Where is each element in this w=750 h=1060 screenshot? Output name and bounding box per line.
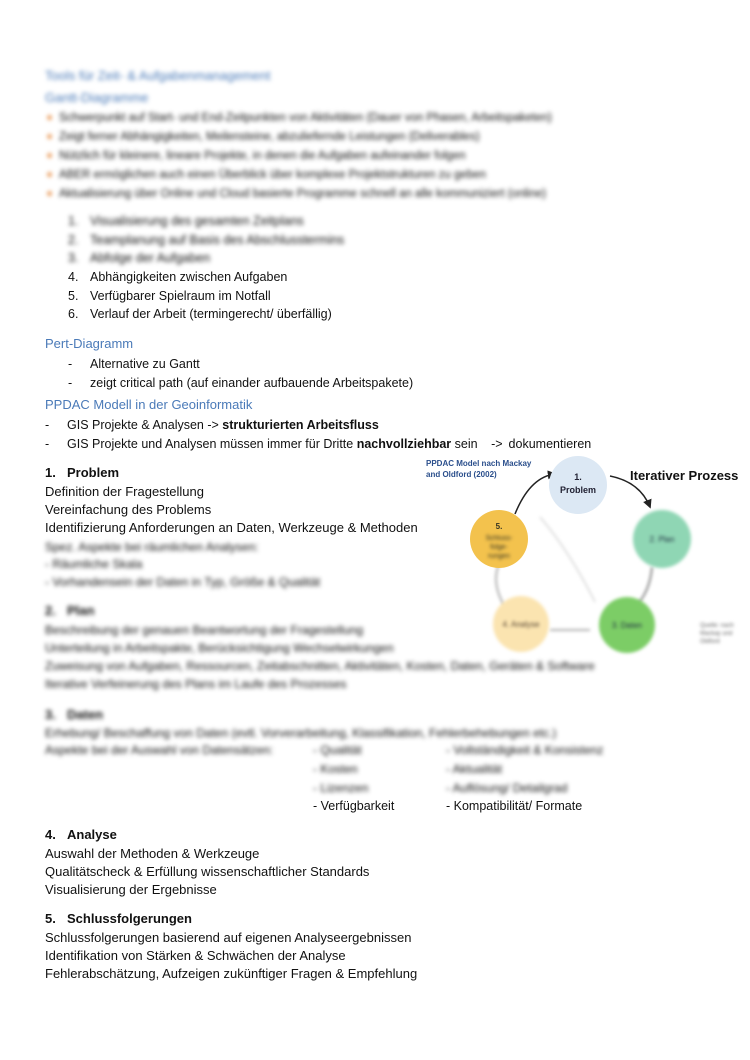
ppdac-item-2: - GIS Projekte und Analysen müssen immer für Dritte nachvollziehbar sein -> dokumentieren bbox=[45, 437, 592, 451]
pert-heading: Pert-Diagramm bbox=[45, 336, 134, 351]
svg-text:rungen: rungen bbox=[488, 553, 510, 560]
data-aspect-col2-1: - Vollständigkeit & Konsistenz bbox=[446, 743, 604, 757]
section-5-line-2: Identifikation von Stärken & Schwächen der Analyse bbox=[45, 948, 346, 963]
section-2-line-3: Zuweisung von Aufgaben, Ressourcen, Zeitabschnitten, Aktivitäten, Kosten, Daten, Geräten & Software bbox=[45, 659, 595, 673]
section-4-line-1: Auswahl der Methoden & Werkzeuge bbox=[45, 846, 260, 861]
gantt-bullet-2: ➧ Zeigt ferner Abhängigkeiten, Meilensteine, abzuliefernde Leistungen (Deliverables) bbox=[45, 131, 480, 143]
section-1-header: 1. Problem bbox=[45, 465, 120, 480]
gantt-bullet-3: ➧ Nützlich für kleinere, lineare Projekte, in denen die Aufgaben aufeinander folgen bbox=[45, 150, 466, 162]
section-2-line-1: Beschreibung der genauen Beantwortung der Fragestellung bbox=[45, 623, 364, 637]
arrow-right-icon: -> bbox=[491, 437, 503, 451]
data-aspect-col1-1: - Qualität bbox=[313, 743, 362, 757]
svg-text:1.: 1. bbox=[574, 472, 582, 482]
ppdac-heading: PPDAC Modell in der Geoinformatik bbox=[45, 397, 253, 412]
gantt-bullet-5: ➧ Aktualisierung über Online und Cloud basierte Programme schnell an alle kommuniziert (online) bbox=[45, 188, 547, 200]
svg-text:Schluss-: Schluss- bbox=[485, 535, 513, 542]
arrow-bullet-icon: ➧ bbox=[45, 112, 55, 124]
svg-text:Quelle: nach: Quelle: nach bbox=[700, 623, 734, 629]
section-3-line-2: Aspekte bei der Auswahl von Datensätzen: bbox=[45, 743, 274, 757]
data-aspect-col2-3: - Auflösung/ Detailgrad bbox=[446, 781, 568, 795]
section-4-header: 4. Analyse bbox=[45, 827, 117, 842]
svg-text:folge-: folge- bbox=[490, 544, 508, 551]
section-1-line-2: Vereinfachung des Problems bbox=[45, 502, 212, 517]
gantt-num-item-1: 1. Visualisierung des gesamten Zeitplans bbox=[68, 214, 304, 228]
gantt-heading: Gantt-Diagramme bbox=[45, 90, 149, 105]
gantt-num-item-2: 2. Teamplanung auf Basis des Abschlusstermins bbox=[68, 233, 345, 247]
section-1-line-3: Identifizierung Anforderungen an Daten, Werkzeuge & Methoden bbox=[45, 520, 418, 535]
section-1-line-5: - Räumliche Skala bbox=[45, 557, 143, 571]
section-4-line-2: Qualitätscheck & Erfüllung wissenschaftlicher Standards bbox=[45, 864, 370, 879]
gantt-num-item-3: 3. Abfolge der Aufgaben bbox=[68, 251, 211, 265]
svg-text:Problem: Problem bbox=[559, 485, 597, 495]
gantt-num-item-5: 5. Verfügbarer Spielraum im Notfall bbox=[68, 289, 271, 303]
data-aspect-col1-3: - Lizenzen bbox=[313, 781, 369, 795]
tools-heading: Tools für Zeit- & Aufgabenmanagement bbox=[45, 68, 271, 83]
cycle-arrow bbox=[496, 562, 505, 607]
section-4-line-3: Visualisierung der Ergebnisse bbox=[45, 882, 217, 897]
diagram-title: Iterativer Prozess bbox=[630, 468, 739, 483]
section-5-line-1: Schlussfolgerungen basierend auf eigenen Analyseergebnissen bbox=[45, 930, 412, 945]
pert-item-2: - zeigt critical path (auf einander aufbauende Arbeitspakete) bbox=[68, 376, 414, 390]
data-aspect-col1-2: - Kosten bbox=[313, 762, 358, 776]
ppdac-cycle-svg bbox=[420, 452, 750, 682]
section-1-line-6: - Vorhandensein der Daten in Typ, Größe & Qualität bbox=[45, 575, 321, 589]
section-3-header: 3. Daten bbox=[45, 707, 104, 722]
svg-text:2. Plan: 2. Plan bbox=[649, 535, 675, 544]
cycle-arrow bbox=[515, 474, 555, 514]
section-5-line-3: Fehlerabschätzung, Aufzeigen zukünftiger Fragen & Empfehlung bbox=[45, 966, 418, 981]
arrow-bullet-icon: ➧ bbox=[45, 188, 55, 200]
gantt-bullet-1: ➧ Schwerpunkt auf Start- und End-Zeitpunkten von Aktivitäten (Dauer von Phasen, Arbeitspaketen) bbox=[45, 112, 552, 124]
section-5-header: 5. Schlussfolgerungen bbox=[45, 911, 192, 926]
section-1-line-1: Definition der Fragestellung bbox=[45, 484, 204, 499]
svg-text:Oldford: Oldford bbox=[700, 639, 720, 645]
gantt-num-item-6: 6. Verlauf der Arbeit (termingerecht/ überfällig) bbox=[68, 307, 332, 321]
diagram-source-label: PPDAC Model nach Mackay and Oldford (2002) bbox=[426, 459, 532, 479]
svg-text:3. Daten: 3. Daten bbox=[611, 621, 643, 630]
gantt-bullet-4: ➧ ABER ermöglichen auch einen Überblick über komplexe Projektstrukturen zu geben bbox=[45, 169, 487, 181]
gantt-num-item-4: 4. Abhängigkeiten zwischen Aufgaben bbox=[68, 270, 288, 284]
svg-text:5.: 5. bbox=[495, 522, 503, 531]
section-2-header: 2. Plan bbox=[45, 603, 95, 618]
pert-item-1: - Alternative zu Gantt bbox=[68, 357, 200, 371]
arrow-bullet-icon: ➧ bbox=[45, 131, 55, 143]
section-2-line-4: Iterative Verfeinerung des Plans im Laufe des Prozesses bbox=[45, 677, 347, 691]
section-3-line-1: Erhebung/ Beschaffung von Daten (evtl. Vorverarbeitung, Klassifikation, Fehlerbehebungen etc.) bbox=[45, 726, 557, 740]
ppdac-item-1: - GIS Projekte & Analysen -> strukturierten Arbeitsfluss bbox=[45, 418, 379, 432]
data-aspect-col2-4: - Kompatibilität/ Formate bbox=[446, 799, 583, 813]
data-aspect-col2-2: - Aktualität bbox=[446, 762, 503, 776]
svg-text:4. Analyse: 4. Analyse bbox=[502, 620, 540, 629]
arrow-bullet-icon: ➧ bbox=[45, 150, 55, 162]
arrow-bullet-icon: ➧ bbox=[45, 169, 55, 181]
svg-text:Mackay und: Mackay und bbox=[700, 631, 733, 637]
ppdac-diagram bbox=[420, 452, 750, 682]
cycle-arrow bbox=[540, 517, 595, 602]
data-aspect-col1-4: - Verfügbarkeit bbox=[313, 799, 395, 813]
section-2-line-2: Unterteilung in Arbeitspakte, Berücksichtigung Wechselwirkungen bbox=[45, 641, 394, 655]
section-1-line-4: Spez. Aspekte bei räumlichen Analysen: bbox=[45, 540, 259, 554]
